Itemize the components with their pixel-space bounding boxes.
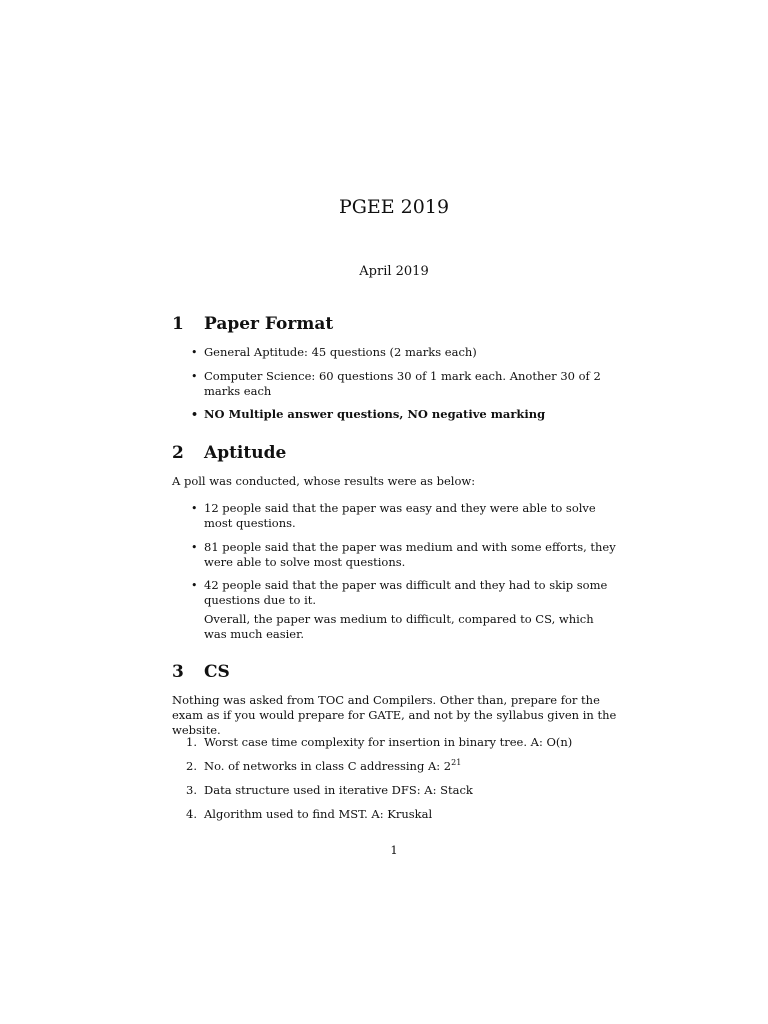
list-item-text: NO Multiple answer questions, NO negative marking xyxy=(204,407,546,421)
section-heading-aptitude xyxy=(172,443,286,463)
list-item xyxy=(191,501,618,531)
item-text: Worst case time complexity for insertion in binary tree. A: O(n) xyxy=(204,735,573,749)
item-text: Algorithm used to find MST. A: Kruskal xyxy=(204,807,433,821)
section-heading-paper-format xyxy=(172,314,333,334)
section-number: 2 xyxy=(172,443,184,463)
bullet-icon: • xyxy=(191,579,198,592)
section-title: CS xyxy=(204,662,230,682)
list-item xyxy=(191,540,618,570)
section-intro: Nothing was asked from TOC and Compilers. Other than, prepare for the exam as if you would prepare for GATE, and not by the syllabus given in the website. xyxy=(172,693,617,737)
list-item xyxy=(191,345,618,360)
item-number: 4. xyxy=(186,807,197,821)
bullet-icon: • xyxy=(191,408,199,421)
section-note: Overall, the paper was medium to difficult, compared to CS, which was much easier. xyxy=(204,612,594,641)
section-number: 1 xyxy=(172,314,184,334)
section-heading-cs xyxy=(172,662,230,682)
page-number: 1 xyxy=(390,843,398,857)
bullet-icon: • xyxy=(191,346,198,359)
section-title: Paper Format xyxy=(204,314,334,334)
document-title: PGEE 2019 xyxy=(338,196,450,218)
item-text: Data structure used in iterative DFS: A: Stack xyxy=(204,783,473,797)
bullet-icon: • xyxy=(191,502,198,515)
section-title: Aptitude xyxy=(204,443,287,463)
list-item-text: 81 people said that the paper was medium and with some efforts, they were able to solve most questions. xyxy=(204,540,616,569)
list-item xyxy=(191,369,618,399)
bullet-icon: • xyxy=(191,541,198,554)
enumerated-item xyxy=(186,783,618,798)
section-intro: A poll was conducted, whose results were as below: xyxy=(172,474,476,488)
document-date: April 2019 xyxy=(359,264,429,279)
list-item-text: 42 people said that the paper was difficult and they had to skip some questions due to it. xyxy=(204,578,608,607)
section-number: 3 xyxy=(172,662,184,682)
list-item-text: 12 people said that the paper was easy and they were able to solve most questions. xyxy=(204,501,596,530)
exponent: 21 xyxy=(451,758,462,768)
enumerated-item xyxy=(186,735,618,750)
enumerated-item xyxy=(186,758,618,774)
item-number: 2. xyxy=(186,759,197,773)
item-number: 3. xyxy=(186,783,197,797)
item-text: No. of networks in class C addressing A: 2 xyxy=(204,759,452,773)
enumerated-item xyxy=(186,807,618,822)
item-number: 1. xyxy=(186,735,197,749)
list-item-text: General Aptitude: 45 questions (2 marks each) xyxy=(204,345,477,359)
list-item xyxy=(191,407,618,422)
list-item xyxy=(191,578,618,608)
bullet-icon: • xyxy=(191,370,198,383)
list-item-text: Computer Science: 60 questions 30 of 1 mark each. Another 30 of 2 marks each xyxy=(204,369,601,398)
